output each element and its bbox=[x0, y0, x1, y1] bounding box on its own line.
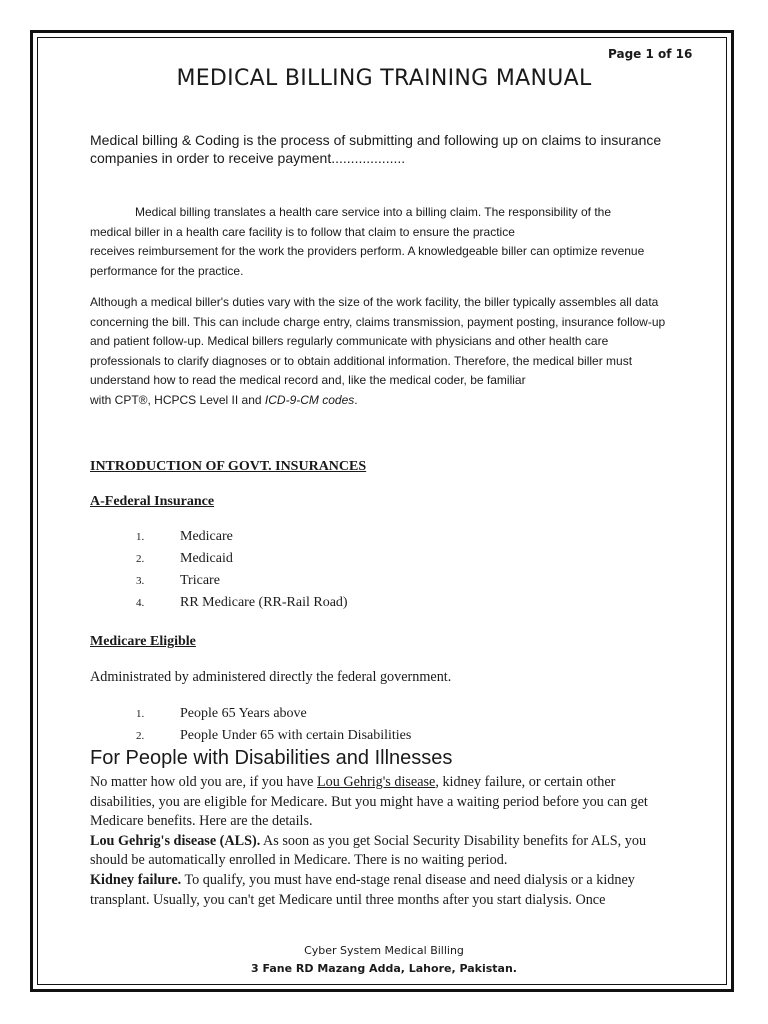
administrated-rest: administered directly the federal government. bbox=[188, 669, 452, 685]
page-number: Page 1 of 16 bbox=[608, 47, 693, 61]
medicare-eligible-heading: Medicare Eligible bbox=[90, 634, 196, 649]
federal-insurance-list bbox=[136, 526, 348, 614]
intro-paragraph: Medical billing & Coding is the process of submitting and following up on claims to insurance companies in order to receive payment................... bbox=[90, 132, 662, 166]
duties-last-line bbox=[90, 391, 680, 411]
list-item: 4. RR Medicare (RR-Rail Road) bbox=[136, 595, 348, 610]
footer bbox=[0, 942, 768, 978]
lou-gehrig-link[interactable]: Lou Gehrig's disease bbox=[316, 774, 436, 790]
govt-insurances-heading: INTRODUCTION OF GOVT. INSURANCES bbox=[90, 459, 367, 474]
billing-line-2: medical biller in a health care facility is to follow that claim to ensure the practice bbox=[90, 224, 515, 239]
duties-italic-codes: ICD-9-CM codes bbox=[264, 392, 355, 407]
footer-address: 3 Fane RD Mazang Adda, Lahore, Pakistan. bbox=[251, 962, 517, 975]
list-item: 3. Tricare bbox=[136, 573, 220, 588]
disabilities-body bbox=[90, 773, 680, 910]
list-item: 2. Medicaid bbox=[136, 551, 233, 566]
list-item: 1. Medicare bbox=[136, 529, 233, 544]
duties-last-prefix: with CPT®, HCPCS Level II and bbox=[90, 392, 265, 407]
duties-last-suffix: . bbox=[354, 392, 358, 407]
disabilities-heading: For People with Disabilities and Illnesses bbox=[90, 747, 453, 769]
billing-line-3: receives reimbursement for the work the providers perform. A knowledgeable biller can optimize revenue bbox=[90, 244, 645, 259]
als-paragraph: Lou Gehrig's disease (ALS). As soon as you get Social Security Disability benefits for ALS, you should be automatically enrolled in Medicare. There is no waiting period. bbox=[90, 832, 647, 869]
disabilities-paragraph: No matter how old you are, if you have Lou Gehrig's disease, kidney failure, or certain other disabilities, you are eligible for Medicare. But you might have a waiting period before you can get Medicare benefits. Here are the details. bbox=[90, 774, 648, 830]
kidney-paragraph: Kidney failure. To qualify, you must have end-stage renal disease and need dialysis or a kidney transplant. Usually, you can't get Medicare until three months after you start dialysis. Once bbox=[90, 871, 635, 908]
billing-line-4: performance for the practice. bbox=[90, 263, 244, 278]
duties-paragraph bbox=[90, 293, 680, 411]
duties-text: Although a medical biller's duties vary with the size of the work facility, the biller typically assembles all data concerning the bill. This can include charge entry, claims transmission, payment posting, insurance follow-up and patient follow-up. Medical billers regularly communicate with physicians and other health care professionals to clarify diagnoses or to obtain additional information. Therefore, the medical biller must understand how to read the medical record and, like the medical coder, be familiar bbox=[90, 295, 666, 388]
administrated-prefix: Administrated by bbox=[90, 669, 189, 685]
billing-paragraph bbox=[90, 203, 680, 281]
footer-company: Cyber System Medical Billing bbox=[304, 944, 464, 957]
list-item: 2. People Under 65 with certain Disabilities bbox=[136, 728, 412, 743]
eligible-list bbox=[136, 703, 411, 747]
administrated-line bbox=[90, 668, 680, 688]
federal-insurance-heading: A-Federal Insurance bbox=[90, 494, 215, 509]
document-title: MEDICAL BILLING TRAINING MANUAL bbox=[176, 66, 592, 91]
list-item: 1. People 65 Years above bbox=[136, 706, 307, 721]
billing-line-1: Medical billing translates a health care service into a billing claim. The responsibility of the bbox=[135, 205, 612, 219]
